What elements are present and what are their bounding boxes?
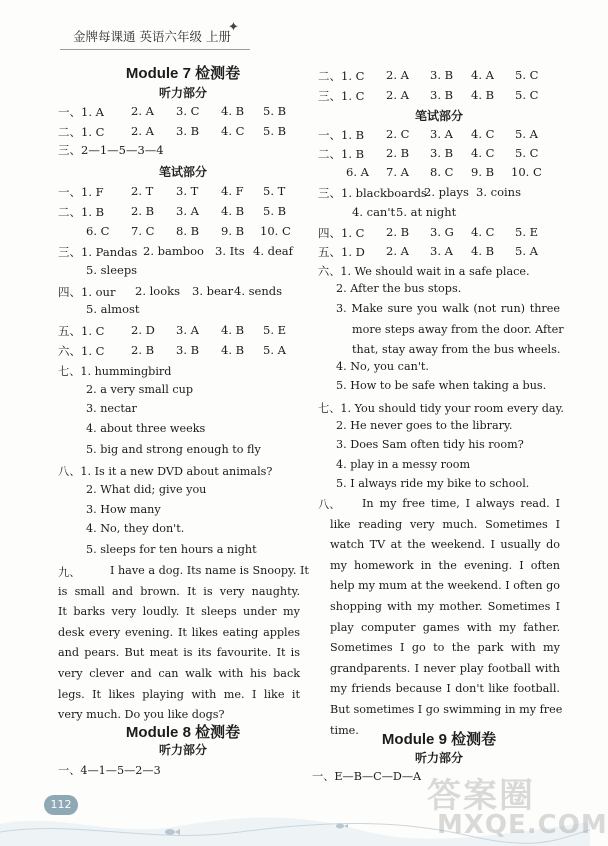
answer: 三、1. Pandas (58, 245, 138, 259)
answer: 3. C (176, 104, 200, 118)
essay-line: like reading very much. Sometimes I (330, 517, 560, 531)
answer: 2. bamboo (143, 244, 204, 258)
answer-line: 3. Make sure you walk (not run) three (336, 302, 560, 315)
answer: 3. T (176, 184, 199, 198)
answer: 5. C (515, 88, 539, 102)
answer: 三、1. C (318, 89, 365, 103)
essay-line: legs. It likes playing with me. I like it (58, 687, 300, 701)
answer: 2. B (386, 146, 410, 160)
listening-section-label: 听力部分 (158, 86, 207, 100)
essay-line: play computer games with my father. (330, 620, 560, 634)
page-header (0, 0, 590, 56)
answer: 五、1. D (318, 245, 365, 259)
answer: 8. C (430, 165, 454, 179)
answer: 9. B (221, 224, 245, 238)
answer: 5. B (263, 104, 287, 118)
answer: 五、1. C (58, 324, 105, 338)
answer-line: 5. I always ride my bike to school. (336, 477, 530, 490)
answer: 8. B (176, 224, 200, 238)
answer: 3. B (176, 343, 200, 357)
answer-line: 4. No, they don't. (86, 522, 185, 535)
answer: 一、1. F (58, 185, 104, 199)
answer: 5. A (515, 127, 538, 141)
answer: 二、1. B (58, 205, 105, 219)
essay-line: grandparents. I never play football with (330, 661, 560, 675)
answer: 5. A (263, 343, 286, 357)
answer: 2. A (131, 124, 154, 138)
answer: 9. B (471, 165, 495, 179)
answer: 二、1. C (318, 69, 365, 83)
answer: 5. C (515, 68, 539, 82)
answer: 7. A (386, 165, 409, 179)
answer-line: 2. After the bus stops. (336, 282, 462, 295)
answer: 四、1. C (318, 226, 365, 240)
watermark-sub: MXQE.COM (437, 810, 608, 840)
module7-title: Module 7 检测卷 (125, 65, 241, 82)
essay-line: very clever and can walk with his back (58, 666, 300, 680)
answer: 2. A (131, 104, 154, 118)
star-icon: ✦ (228, 20, 239, 35)
answer: 4. C (221, 124, 245, 138)
question-label: 八、 (318, 498, 341, 511)
answer: 10. C (511, 165, 542, 179)
answer: 3. B (430, 88, 454, 102)
answer-paragraph (336, 299, 564, 361)
answer-line: 2. What did; give you (86, 483, 207, 496)
answer-line: 七、1. You should tidy your room every day. (318, 402, 564, 415)
essay-paragraph (58, 561, 309, 726)
answer-line: 一、E—B—C—D—A (312, 770, 422, 783)
module9-title: Module 9 检测卷 (381, 731, 497, 748)
answer-line: 3. nectar (86, 402, 137, 415)
answer: 2. A (386, 68, 409, 82)
answer: 2. looks (135, 284, 181, 298)
essay-line: very much. Do you like dogs? (58, 708, 225, 722)
essay-line: is small and brown. It is very naughty. (58, 584, 300, 598)
essay-line: watch TV at the weekend. I usually do (330, 538, 560, 552)
answer: 4. B (221, 323, 245, 337)
answer: 5. sleeps (86, 263, 138, 277)
answer: 5. T (263, 184, 286, 198)
answer: 4. B (221, 343, 245, 357)
answer: 4. sends (234, 284, 283, 298)
answer: 3. G (430, 225, 454, 239)
answer: 4. C (471, 225, 495, 239)
answer: 3. bear (192, 284, 234, 298)
answer: 一、1. B (318, 128, 365, 142)
answer: 4. B (221, 104, 245, 118)
essay-line: In my free time, I always read. I (362, 497, 560, 510)
answer: 5. at night (396, 205, 457, 219)
answer: 2. B (131, 343, 155, 357)
answer-line: 八、1. Is it a new DVD about animals? (58, 465, 273, 478)
answer-line: 5. How to be safe when taking a bus. (336, 379, 547, 392)
answer: 4. B (471, 88, 495, 102)
essay-line: help my mum at the weekend. I often go (330, 579, 560, 593)
answer: 2. plays (424, 185, 469, 199)
essay-line: shopping with my mother. Sometimes I (330, 599, 560, 613)
answer-line: 2. He never goes to the library. (336, 419, 513, 432)
answer: 4. C (471, 127, 495, 141)
essay-paragraph (330, 494, 563, 741)
answer-line: 3. Does Sam often tidy his room? (336, 438, 524, 451)
answer-line: more steps away from the door. After (352, 322, 564, 336)
answer: 2. B (131, 204, 155, 218)
watermark (415, 768, 608, 846)
answer: 5. E (515, 225, 539, 239)
answer-line: 六、1. We should wait in a safe place. (318, 265, 530, 278)
writing-section-label: 笔试部分 (414, 109, 463, 123)
answer: 6. C (86, 224, 110, 238)
page-number: 112 (44, 795, 78, 815)
essay-line: and pears. But meat is its favourite. It is (58, 646, 300, 660)
essay-line: I have a dog. Its name is Snoopy. It (110, 564, 309, 577)
listening-section-label: 听力部分 (158, 743, 207, 757)
essay-line: my friends because I don't like football. (330, 682, 560, 696)
essay-line: But sometimes I go swimming in my free (330, 702, 563, 716)
answer: 2. B (386, 225, 410, 239)
answer: 7. C (131, 224, 155, 238)
answer-line: 4. play in a messy room (336, 458, 471, 471)
answer-line: 2. a very small cup (86, 383, 193, 396)
answer: 3. Its (215, 244, 245, 258)
answer: 3. B (430, 146, 454, 160)
answer: 三、2—1—5—3—4 (58, 143, 164, 157)
answer: 4. C (471, 146, 495, 160)
answer: 6. A (346, 165, 369, 179)
answer-line: 4. about three weeks (86, 422, 206, 435)
answer: 5. almost (86, 302, 140, 316)
answer: 3. B (176, 124, 200, 138)
answer: 4. can't (352, 205, 396, 219)
answer: 3. A (176, 204, 199, 218)
answer: 二、1. C (58, 125, 105, 139)
answer-line: 一、4—1—5—2—3 (58, 764, 161, 777)
answer: 二、1. B (318, 147, 365, 161)
answer: 3. A (430, 244, 453, 258)
answer-line: 5. sleeps for ten hours a night (86, 543, 257, 556)
answer: 4. B (471, 244, 495, 258)
answer: 5. B (263, 204, 287, 218)
answer: 2. C (386, 127, 410, 141)
essay-line: desk every evening. It likes eating apples (58, 625, 300, 639)
answer: 一、1. A (58, 105, 104, 119)
answer-line: 3. How many (86, 503, 161, 516)
answer: 5. B (263, 124, 287, 138)
answer: 2. D (131, 323, 155, 337)
answer: 10. C (260, 224, 291, 238)
essay-line: my homework in the evening. I often (330, 558, 560, 572)
answer: 5. A (515, 244, 538, 258)
essay-line: Sometimes I go to the park with my (330, 641, 560, 655)
answer: 2. A (386, 244, 409, 258)
answer-line: 5. big and strong enough to fly (86, 443, 261, 456)
answer: 5. E (263, 323, 287, 337)
answer: 4. B (221, 204, 245, 218)
answer-line: that, stay away from the bus wheels. (352, 343, 561, 357)
answer-line: 七、1. hummingbird (58, 365, 172, 378)
answer: 3. B (430, 68, 454, 82)
answer: 3. A (176, 323, 199, 337)
answer: 5. C (515, 146, 539, 160)
answer: 4. A (471, 68, 494, 82)
listening-section-label: 听力部分 (414, 751, 463, 765)
answer: 3. coins (476, 185, 521, 199)
essay-line: It barks very loudly. It sleeps under my (58, 605, 300, 619)
module8-title: Module 8 检测卷 (125, 724, 241, 741)
answer: 三、1. blackboards (318, 186, 427, 200)
answer: 2. A (386, 88, 409, 102)
question-label: 九、 (58, 566, 81, 579)
watermark-main: 答案圈 (427, 776, 535, 816)
answer-line: 4. No, you can't. (336, 360, 429, 373)
header-divider (60, 49, 250, 50)
answer: 四、1. our (58, 285, 116, 299)
answer: 3. A (430, 127, 453, 141)
answer: 2. T (131, 184, 154, 198)
answer: 六、1. C (58, 344, 105, 358)
writing-section-label: 笔试部分 (158, 165, 207, 179)
answer: 4. deaf (253, 244, 293, 258)
essay-line: time. (330, 723, 359, 737)
book-title: 金牌每课通 英语六年级 上册 (73, 29, 231, 44)
answer: 4. F (221, 184, 244, 198)
